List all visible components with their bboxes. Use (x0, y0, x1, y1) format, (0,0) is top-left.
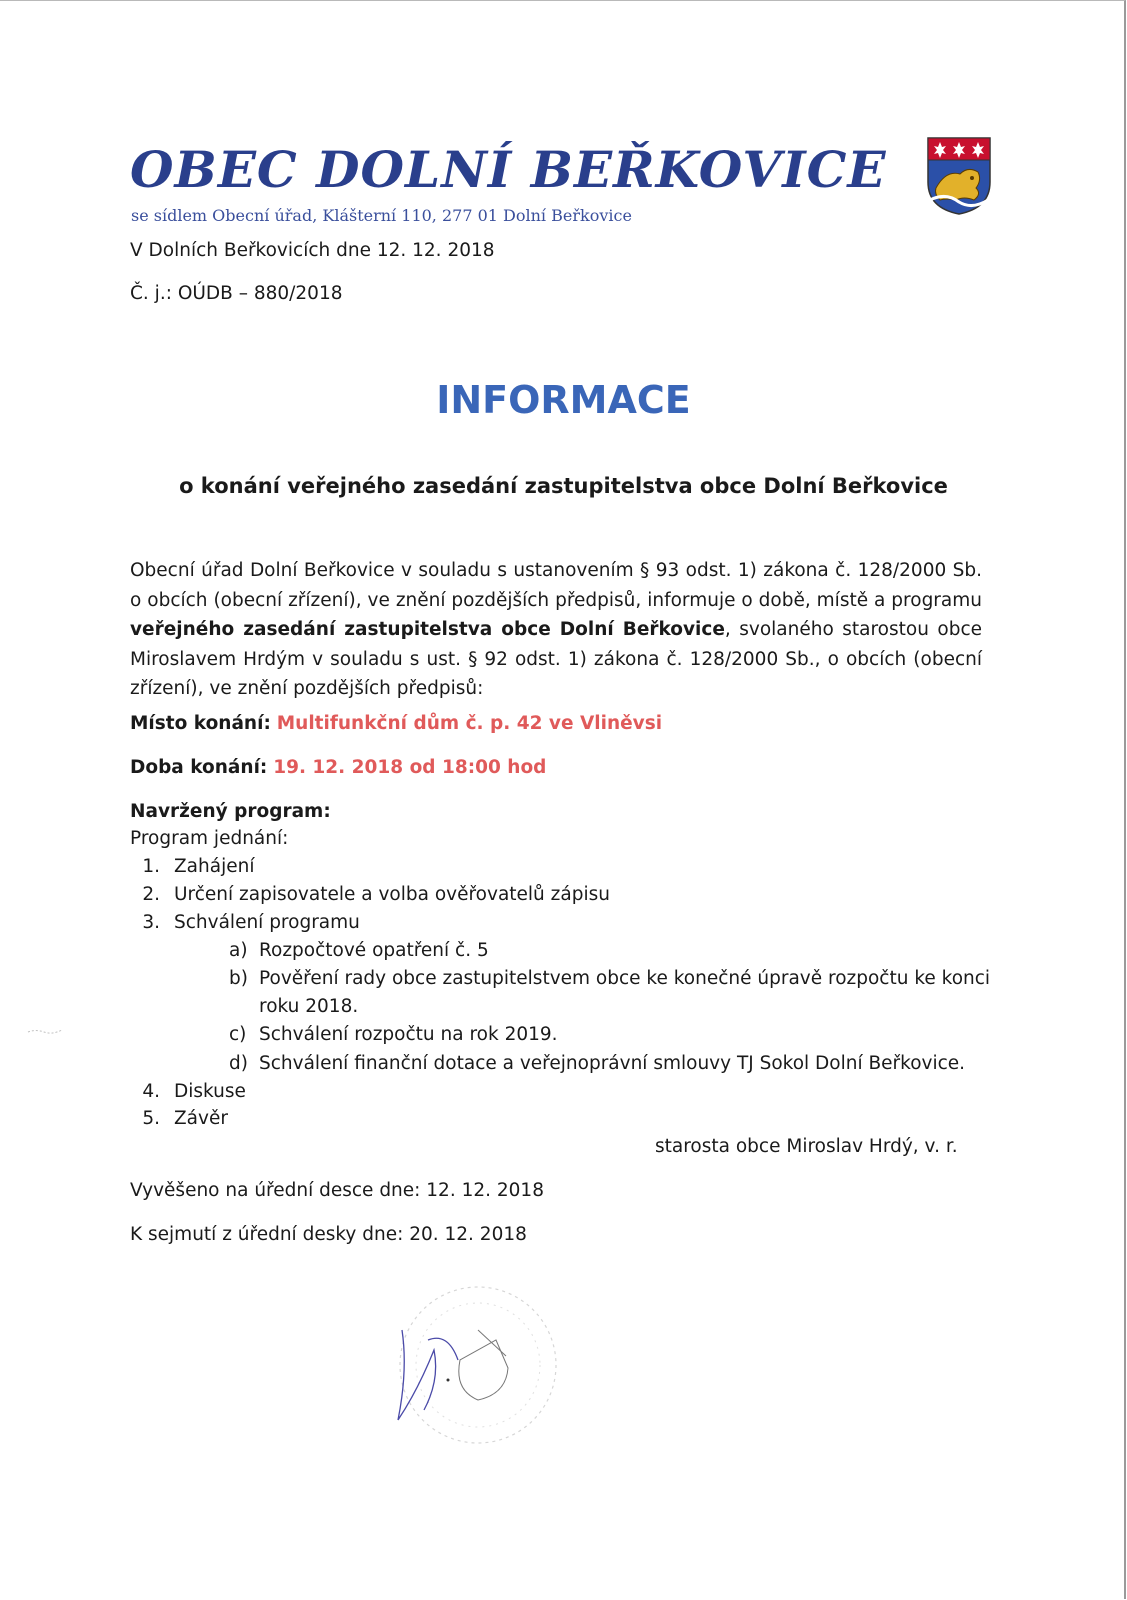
document-heading: INFORMACE (436, 378, 691, 422)
program-subitem-text: Schválení finanční dotace a veřejnoprávní smlouvy TJ Sokol Dolní Beřkovice. (259, 1053, 966, 1074)
program-item (130, 912, 360, 933)
program-subitem-letter: b) (229, 968, 248, 989)
program-item-number: 2. (142, 884, 160, 905)
program-item (130, 1081, 246, 1102)
document-subheading: o konání veřejného zasedání zastupitelstva obce Dolní Beřkovice (179, 474, 948, 498)
venue-line (130, 713, 662, 734)
coat-of-arms-icon (926, 136, 992, 216)
program-item-number: 5. (142, 1108, 160, 1129)
program-subitem-letter: c) (229, 1024, 247, 1045)
scan-smudge-mark (26, 1024, 66, 1038)
program-subitem-text: Schválení rozpočtu na rok 2019. (259, 1024, 558, 1045)
place-date-line: V Dolních Beřkovicích dne 12. 12. 2018 (130, 240, 495, 261)
official-stamp-icon (388, 1270, 558, 1460)
intro-text-part1: Obecní úřad Dolní Beřkovice v souladu s ustanovením § 93 odst. 1) zákona č. 128/2000 Sb. o obcích (obecní zřízení), ve znění pozdějších předpisů, informuje o době, místě a programu (130, 560, 982, 611)
program-item-text: Závěr (174, 1108, 228, 1129)
program-subitem-text: Rozpočtové opatření č. 5 (259, 940, 489, 961)
municipality-seat-address: se sídlem Obecní úřad, Klášterní 110, 277 01 Dolní Beřkovice (131, 206, 632, 225)
program-heading: Navržený program: (130, 801, 331, 822)
program-item-text: Diskuse (174, 1081, 246, 1102)
program-subitem-letter: d) (229, 1053, 248, 1074)
mayor-signature-line: starosta obce Miroslav Hrdý, v. r. (655, 1136, 958, 1157)
program-item (130, 884, 610, 905)
program-subitem-text: Pověření rady obce zastupitelstvem obce ke konečné úpravě rozpočtu ke konci (259, 968, 991, 989)
intro-text-bold: veřejného zasedání zastupitelstva obce Dolní Beřkovice (130, 619, 725, 640)
program-subitem (229, 968, 990, 989)
program-item (130, 856, 254, 877)
program-item-text: Určení zapisovatele a volba ověřovatelů zápisu (174, 884, 610, 905)
program-item (130, 1108, 228, 1129)
intro-paragraph (130, 556, 982, 704)
program-subheading: Program jednání: (130, 828, 289, 849)
time-value: 19. 12. 2018 od 18:00 hod (273, 757, 547, 778)
program-item-number: 4. (142, 1081, 160, 1102)
program-item-number: 1. (142, 856, 160, 877)
reference-number: Č. j.: OÚDB – 880/2018 (130, 283, 343, 304)
posted-date-line: Vyvěšeno na úřední desce dne: 12. 12. 2018 (130, 1180, 544, 1201)
municipality-title: OBEC DOLNÍ BEŘKOVICE (130, 140, 887, 199)
removal-date-line: K sejmutí z úřední desky dne: 20. 12. 2018 (130, 1224, 527, 1245)
program-item-text: Schválení programu (174, 912, 360, 933)
intro-text-part2: , svolaného starostou obce Miroslavem Hrdým v souladu s ust. § 92 odst. 1) zákona č. 128/2000 Sb., o obcích (obecní zřízení), ve znění pozdějších předpisů: (130, 619, 982, 699)
program-subitem-continuation: roku 2018. (259, 996, 359, 1017)
venue-value: Multifunkční dům č. p. 42 ve Vliněvsi (276, 713, 663, 734)
program-item-text: Zahájení (174, 856, 255, 877)
program-subitem (229, 1053, 965, 1074)
time-line (130, 757, 546, 778)
program-subitem-letter: a) (229, 940, 248, 961)
program-item-number: 3. (142, 912, 160, 933)
program-subitem (229, 940, 489, 961)
program-subitem (229, 1024, 558, 1045)
time-label: Doba konání: (130, 757, 268, 778)
venue-label: Místo konání: (130, 713, 271, 734)
